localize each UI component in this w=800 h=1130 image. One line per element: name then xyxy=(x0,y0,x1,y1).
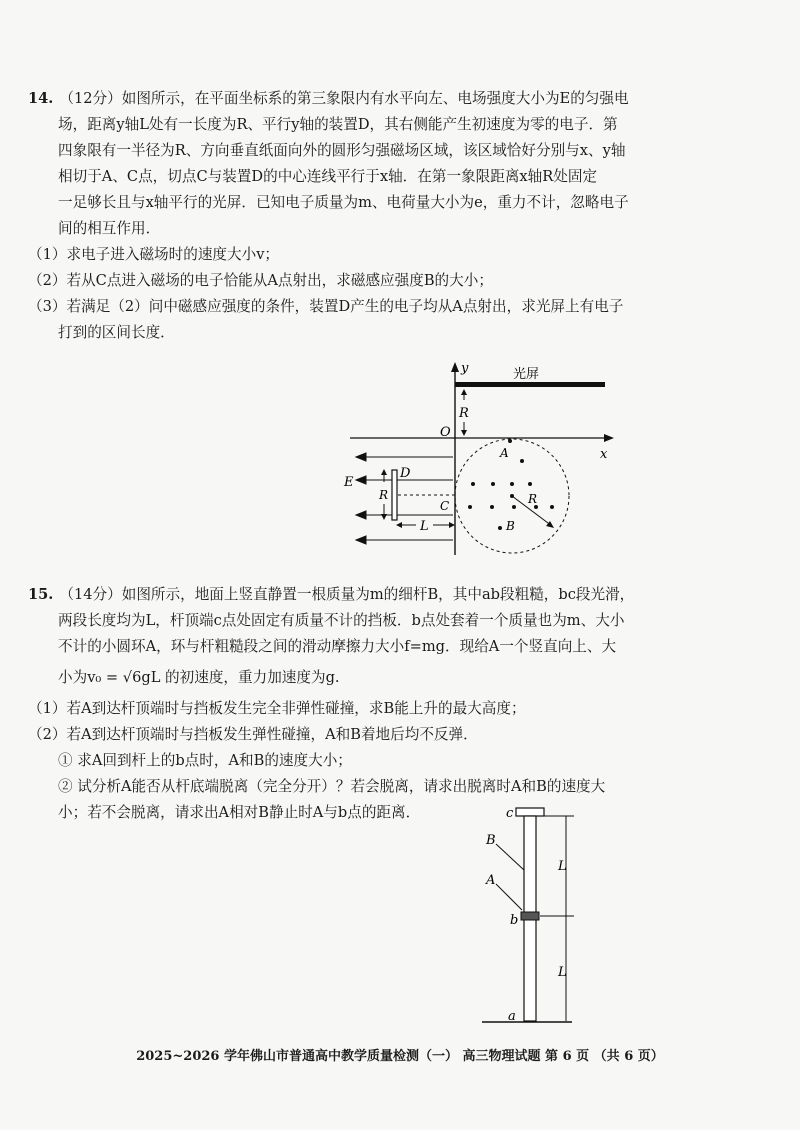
l-label: L xyxy=(420,519,429,534)
point-b-label: b xyxy=(510,913,519,928)
device-d xyxy=(392,470,397,520)
b-field-label: B xyxy=(506,519,515,533)
point-a-label: a xyxy=(508,1009,516,1024)
field-dots xyxy=(468,439,554,530)
question-text-line: 相切于A、C点，切点C与装置D的中心连线平行于x轴．在第一象限距离x轴R处固定 xyxy=(58,168,598,185)
page-footer: 2025~2026 学年佛山市普通高中教学质量检测（一） 高三物理试题 第 6 页 （共 6 页） xyxy=(136,1049,664,1064)
question-14 xyxy=(28,86,773,346)
device-d-label: D xyxy=(400,466,411,481)
point-a-label: A xyxy=(500,446,509,460)
question-text-line: 不计的小圆环A，环与杆粗糙段之间的滑动摩擦力大小f=mg．现给A一个竖直向上、大 xyxy=(58,638,617,655)
question-text-line: 小为v₀ = √6gL 的初速度，重力加速度为g. xyxy=(58,669,340,686)
point-c-label: c xyxy=(506,806,514,821)
x-axis-arrow xyxy=(604,434,614,442)
sub-question: （2）若从C点进入磁场的电子恰能从A点射出，求磁感应强度B的大小； xyxy=(28,272,493,289)
sub-sub-question: ② 试分析A能否从杆底端脱离（完全分开）？若会脱离，请求出脱离时A和B的速度大 xyxy=(58,778,606,795)
question-text-line: （12分）如图所示，在平面坐标系的第三象限内有水平向左、电场强度大小为E的匀强电 xyxy=(59,90,629,107)
screen xyxy=(455,382,605,387)
length-l-bottom: L xyxy=(558,965,567,980)
sub-sub-question: ① 求A回到杆上的b点时，A和B的速度大小； xyxy=(58,752,352,769)
question-text-line: 一足够长且与x轴平行的光屏．已知电子质量为m、电荷量大小为e，重力不计，忽略电子 xyxy=(58,194,629,211)
figure-q14 xyxy=(340,360,620,560)
figure-q15 xyxy=(470,800,610,1032)
question-text-line: 四象限有一半径为R、方向垂直纸面向外的圆形匀强磁场区域，该区域恰好分别与x、y轴 xyxy=(58,142,626,159)
question-text-line: 间的相互作用． xyxy=(58,220,161,237)
origin-label: O xyxy=(440,425,451,440)
r-label-top: R xyxy=(459,406,469,421)
sub-question: （1）求电子进入磁场时的速度大小v； xyxy=(28,246,280,263)
field-e-label: E xyxy=(344,475,354,490)
r-label-device: R xyxy=(379,488,389,502)
y-axis-arrow xyxy=(451,362,459,372)
question-text-line: 两段长度均为L，杆顶端c点处固定有质量不计的挡板．b点处套着一个质量也为m、大小 xyxy=(58,612,625,629)
sub-question: （3）若满足（2）问中磁感应强度的条件，装置D产生的电子均从A点射出，求光屏上有电子 xyxy=(28,298,624,315)
question-number: 15. xyxy=(28,586,54,603)
question-number: 14. xyxy=(28,90,54,107)
question-15 xyxy=(28,582,773,826)
ring-a xyxy=(521,912,539,920)
length-l-top: L xyxy=(558,859,567,874)
sub-question: （1）若A到达杆顶端时与挡板发生完全非弹性碰撞，求B能上升的最大高度； xyxy=(28,700,526,717)
question-text-line: （14分）如图所示，地面上竖直静置一根质量为m的细杆B，其中ab段粗糙，bc段光滑， xyxy=(59,586,635,603)
ring-a-label: A xyxy=(486,873,496,888)
x-axis-label: x xyxy=(600,447,608,462)
screen-label: 光屏 xyxy=(513,367,540,382)
sub-question: 打到的区间长度． xyxy=(58,324,175,341)
question-text-line: 场，距离y轴L处有一长度为R、平行y轴的装置D，其右侧能产生初速度为零的电子．第 xyxy=(58,116,618,133)
circle-r-label: R xyxy=(528,492,538,506)
stopper-plate xyxy=(516,808,544,816)
sub-question: （2）若A到达杆顶端时与挡板发生弹性碰撞，A和B着地后均不反弹． xyxy=(28,726,478,743)
rod-b-label: B xyxy=(486,833,496,848)
point-c-label: C xyxy=(440,499,450,513)
sub-sub-question: 小；若不会脱离，请求出A相对B静止时A与b点的距离． xyxy=(58,804,421,821)
y-axis-label: y xyxy=(461,361,469,376)
